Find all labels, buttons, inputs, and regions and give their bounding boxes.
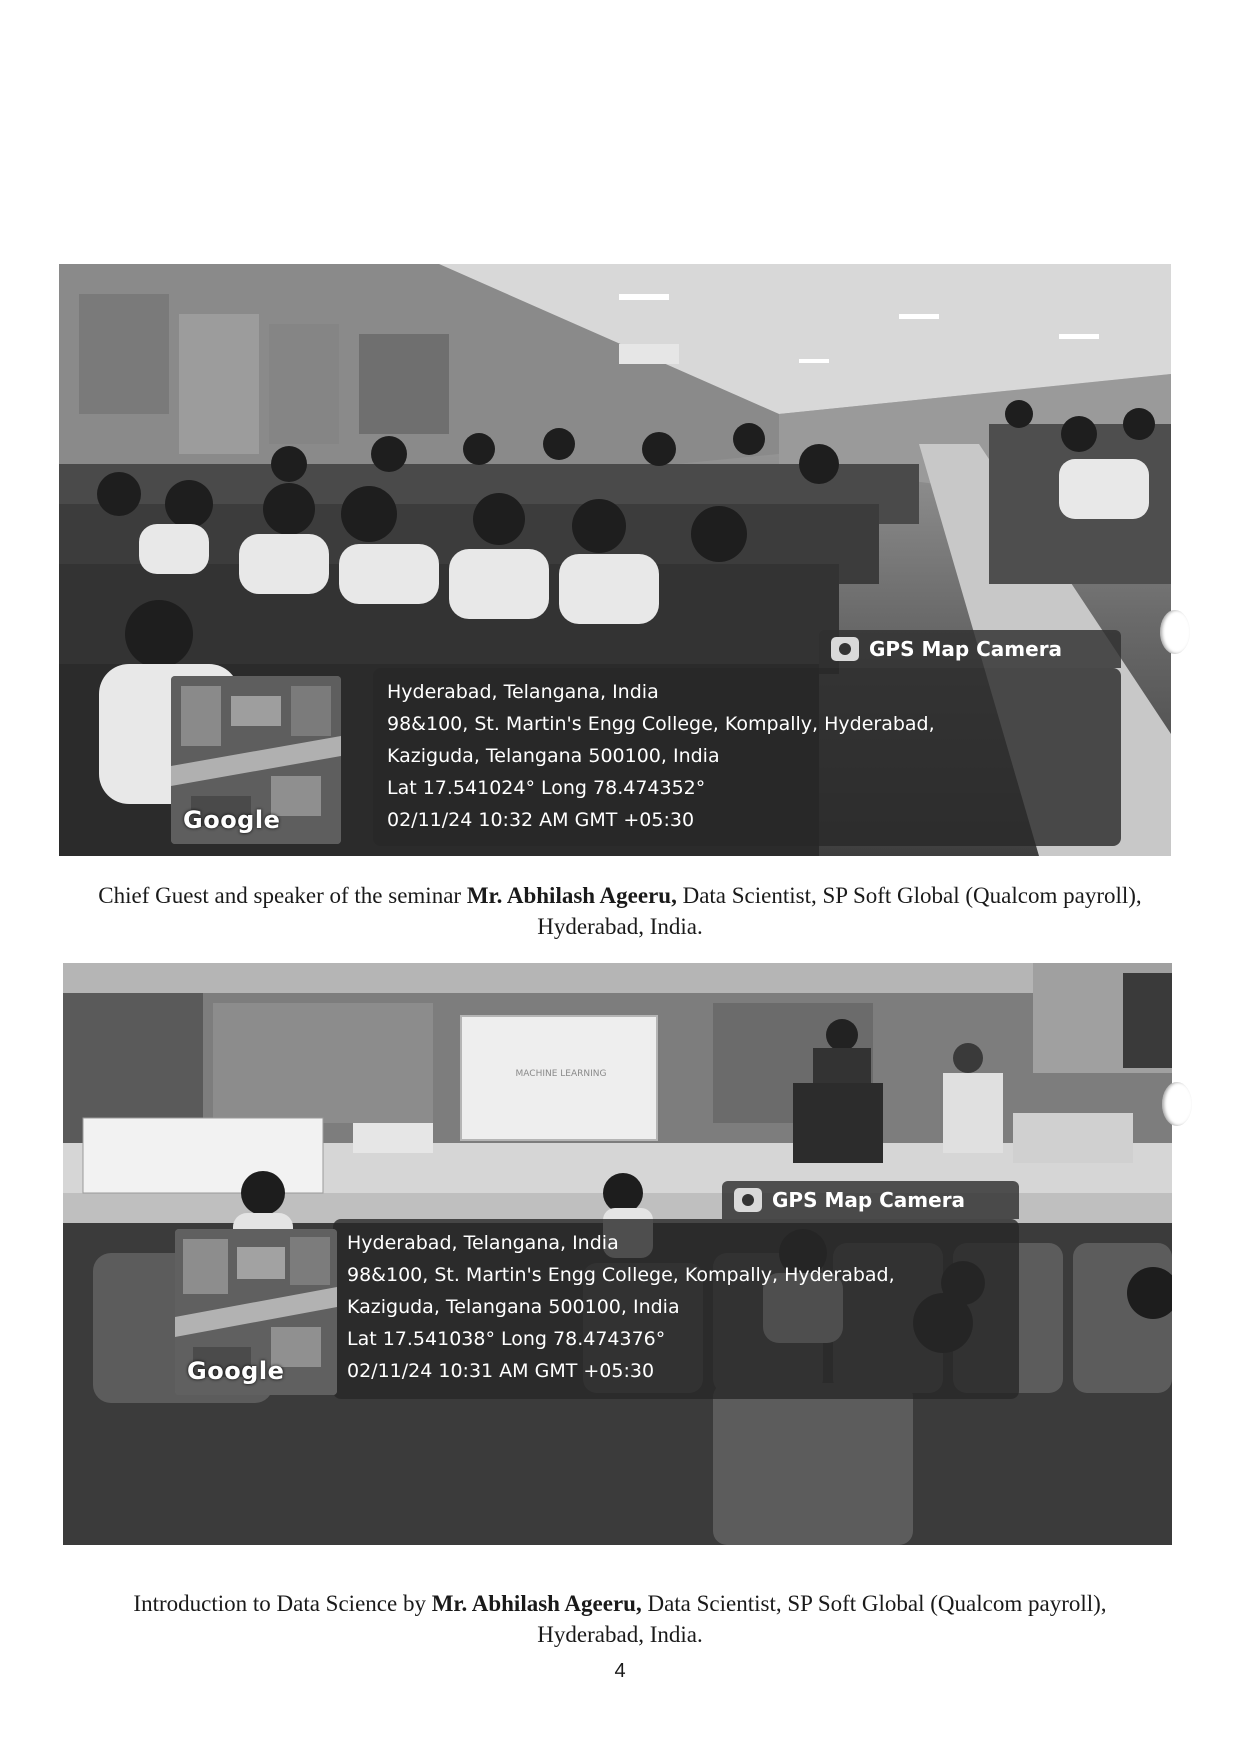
gps-header-label: GPS Map Camera bbox=[869, 637, 1063, 661]
caption-1-speaker: Mr. Abhilash Ageeru, bbox=[466, 883, 677, 908]
gps-map-camera-header bbox=[722, 1181, 1019, 1219]
punch-hole bbox=[1162, 1082, 1192, 1126]
satellite-map-thumbnail bbox=[171, 676, 341, 844]
caption-1-line-2: Hyderabad, India. bbox=[537, 914, 703, 939]
photo-2-caption bbox=[60, 1588, 1180, 1650]
caption-1-suffix: Data Scientist, SP Soft Global (Qualcom payroll), bbox=[676, 883, 1142, 908]
gps-map-camera-header bbox=[819, 630, 1121, 668]
caption-2-suffix: Data Scientist, SP Soft Global (Qualcom payroll), bbox=[641, 1591, 1107, 1616]
camera-icon bbox=[734, 1188, 762, 1212]
address-line-2: Kaziguda, Telangana 500100, India bbox=[387, 745, 720, 767]
punch-hole bbox=[1160, 610, 1190, 654]
caption-2-speaker: Mr. Abhilash Ageeru, bbox=[431, 1591, 642, 1616]
gps-info-box bbox=[333, 1219, 1019, 1399]
camera-icon bbox=[831, 637, 859, 661]
location-line: Hyderabad, Telangana, India bbox=[387, 681, 659, 703]
google-map-label: Google bbox=[183, 806, 281, 834]
timestamp-line: 02/11/24 10:32 AM GMT +05:30 bbox=[387, 809, 695, 831]
page-number: 4 bbox=[614, 1660, 626, 1682]
seminar-stage-photo bbox=[63, 963, 1172, 1545]
projector-screen-title: MACHINE LEARNING bbox=[515, 1069, 607, 1079]
caption-2-line-2: Hyderabad, India. bbox=[537, 1622, 703, 1647]
timestamp-line: 02/11/24 10:31 AM GMT +05:30 bbox=[347, 1360, 655, 1382]
gps-header-label: GPS Map Camera bbox=[772, 1188, 966, 1212]
address-line-2: Kaziguda, Telangana 500100, India bbox=[347, 1296, 680, 1318]
photo-1-caption bbox=[60, 880, 1180, 942]
coordinates-line: Lat 17.541038° Long 78.474376° bbox=[347, 1328, 666, 1350]
caption-1-prefix: Chief Guest and speaker of the seminar bbox=[98, 883, 467, 908]
caption-2-prefix: Introduction to Data Science by bbox=[133, 1591, 432, 1616]
location-line: Hyderabad, Telangana, India bbox=[347, 1232, 619, 1254]
google-map-label: Google bbox=[187, 1357, 285, 1385]
address-line-1: 98&100, St. Martin's Engg College, Kompally, Hyderabad, bbox=[387, 713, 935, 735]
gps-info-box bbox=[373, 668, 1121, 846]
audience-photo bbox=[59, 264, 1171, 856]
satellite-map-thumbnail bbox=[175, 1229, 337, 1395]
coordinates-line: Lat 17.541024° Long 78.474352° bbox=[387, 777, 706, 799]
address-line-1: 98&100, St. Martin's Engg College, Kompally, Hyderabad, bbox=[347, 1264, 895, 1286]
